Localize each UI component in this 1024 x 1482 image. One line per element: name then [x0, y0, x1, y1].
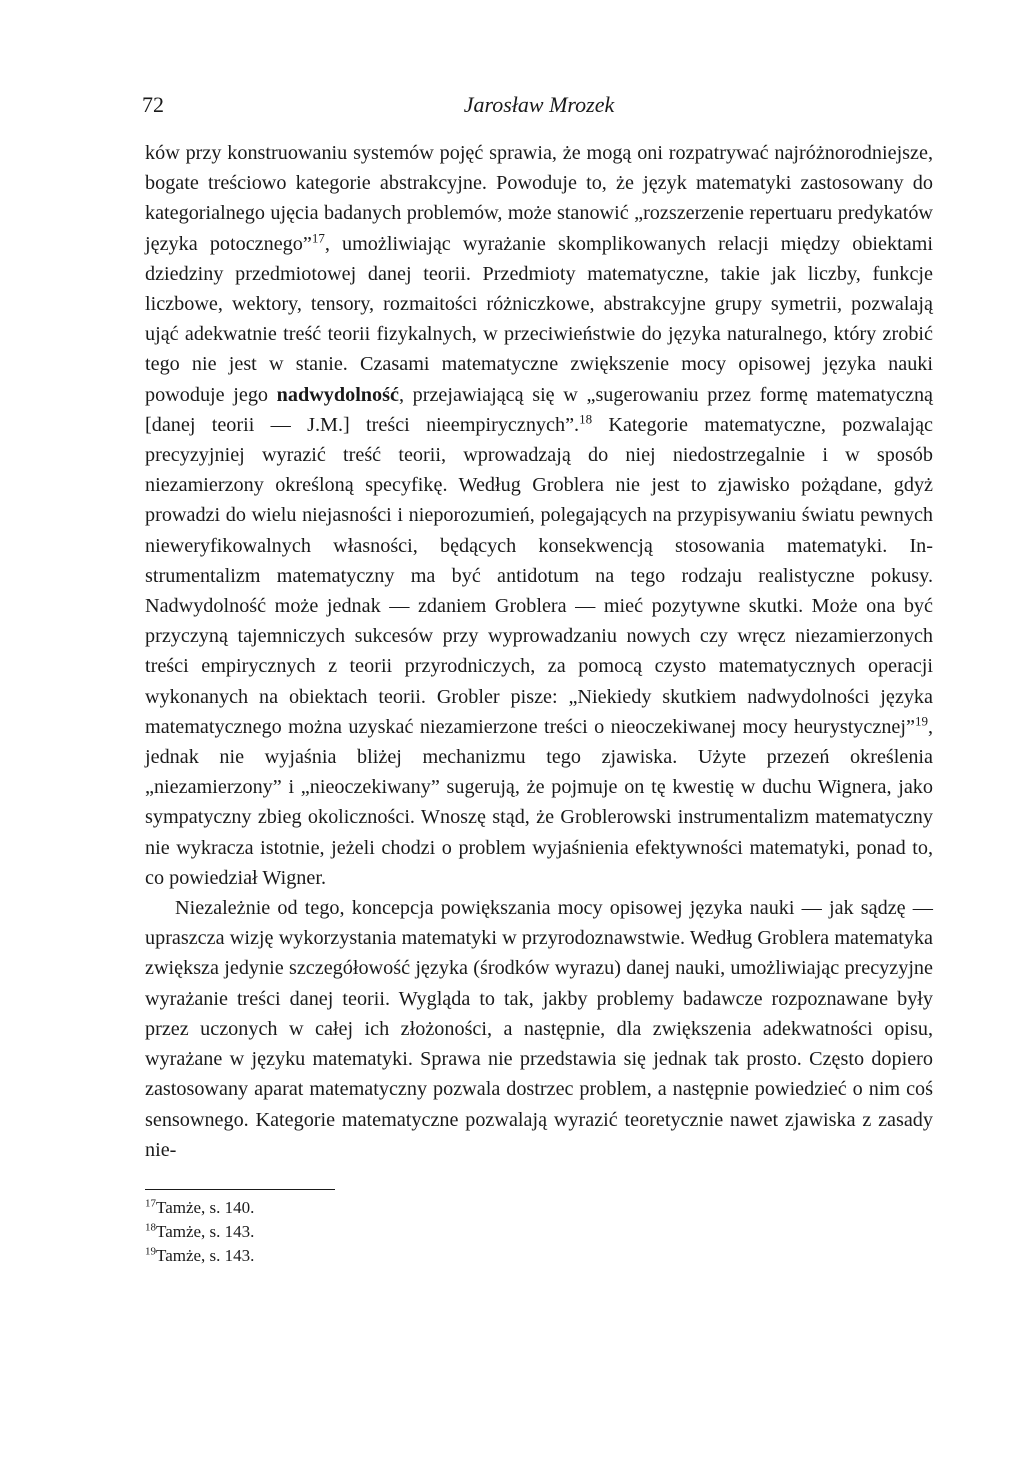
- footnote-18: [145, 1220, 933, 1244]
- footnote-17: [145, 1196, 933, 1220]
- bold-term-nadwydolnosc: nadwydolność: [276, 383, 399, 406]
- footnote-ref-17: 17: [311, 229, 325, 245]
- footnote-number: 19: [145, 1245, 156, 1258]
- book-page: [142, 92, 933, 1268]
- paragraph-1-part-3: , przejawiającą się w „sugerowaniu przez formę matematyczną [danej teorii — J.M.] treści nieempirycznych”.: [145, 383, 933, 436]
- footnote-ref-18: 18: [579, 411, 593, 427]
- body-text: [145, 138, 933, 1165]
- footnote-text: Tamże, s. 143.: [156, 1245, 255, 1265]
- footnote-text: Tamże, s. 140.: [156, 1197, 255, 1217]
- footnote-ref-19: 19: [914, 713, 928, 729]
- paragraph-1: [145, 138, 933, 893]
- running-head: [142, 92, 933, 126]
- paragraph-1-part-4: Kategorie matematyczne, pozwalając precyzyjniej wyrazić treść teorii, wprowadzają do niej niedostrzegalnie i w sposób niezamierzony określoną specyfikę. Według Groblera nie jest to zjawisko pożądane, gdyż prowadzi do wielu niejasności i nieporozumień, polegających na przypisywaniu światu pewnych nieweryfikowalnych własności, będących konsekwencją stosowania matematyki. Instrumentalizm matematyczny ma być antidotum na tego rodzaju realistyczne pokusy. Nadwydolność może jednak — zdaniem Groblera — mieć pozytywne skutki. Może ona być przyczyną tajemniczych sukcesów przy wyprowadzaniu nowych czy wręcz niezamierzonych treści empirycznych z teorii przyrodniczych, za pomocą czysto matematycznych operacji wykonanych na obiektach teorii. Grobler pisze: „Niekiedy skutkiem nadwydolności języka matematycznego można uzyskać niezamierzone treści o nieoczekiwanej mocy heurystycznej”: [145, 413, 933, 738]
- page-number: 72: [142, 92, 164, 117]
- footnote-19: [145, 1244, 933, 1268]
- footnote-number: 18: [145, 1221, 156, 1234]
- paragraph-1-part-5: , jednak nie wyjaśnia bliżej mechanizmu tego zjawiska. Użyte przezeń określenia „niezamierzony” i „nieoczekiwany” sugerują, że pojmuje on tę kwestię w duchu Wignera, jako sympatyczny zbieg okoliczności. Wnoszę stąd, że Groblerowski instrumentalizm matematyczny nie wykracza istotnie, jeżeli chodzi o problem wyjaśnienia efektywności matematyki, ponad to, co powiedział Wigner.: [145, 715, 933, 889]
- footnote-divider: [145, 1189, 335, 1190]
- footnote-number: 17: [145, 1197, 156, 1210]
- paragraph-1-part-2: , umożliwiając wyrażanie skomplikowanych relacji między obiektami dziedziny przedmiotowej danej teorii. Przedmioty matematyczne, takie jak liczby, funkcje liczbowe, wektory, tensory, rozmaitości różniczkowe, abstrakcyjne grupy symetrii, pozwalają ująć adekwatnie treść teorii fizykalnych, w przeciwieństwie do języka naturalnego, który zrobić tego nie jest w stanie. Czasami matematyczne zwiększenie mocy opisowej języka nauki powoduje jego: [145, 232, 933, 406]
- running-title: Jarosław Mrozek: [463, 92, 615, 117]
- paragraph-1-part-1: ków przy konstruowaniu systemów pojęć sprawia, że mogą oni rozpatrywać najróżnorodniejsze, bogate treściowo kategorie abstrakcyjne. Powoduje to, że język matematyki zastosowany do kategorialnego ujęcia badanych problemów, może stanowić „rozszerzenie repertuaru predykatów języka potocznego”: [145, 142, 933, 255]
- footnote-text: Tamże, s. 143.: [156, 1221, 255, 1241]
- footnotes: [145, 1196, 933, 1268]
- paragraph-2: Niezależnie od tego, koncepcja powiększania mocy opisowej języka nauki — jak sądzę — upraszcza wizję wykorzystania matematyki w przyrodoznawstwie. Według Groblera matematyka zwiększa jedynie szczegółowość języka (środków wyrazu) danej nauki, umożliwiając precyzyjne wyrażanie treści danej teorii. Wygląda to tak, jakby problemy badawcze rozpoznawane były przez uczonych w całej ich złożoności, a następnie, dla zwiększenia adekwatności opisu, wyrażane w języku matematyki. Sprawa nie przedstawia się jednak tak prosto. Często dopiero zastosowany aparat matematyczny pozwala dostrzec problem, a następnie powiedzieć o nim coś sensownego. Kategorie matematyczne pozwalają wyrazić teoretycznie nawet zjawiska z zasady nie-: [145, 897, 933, 1161]
